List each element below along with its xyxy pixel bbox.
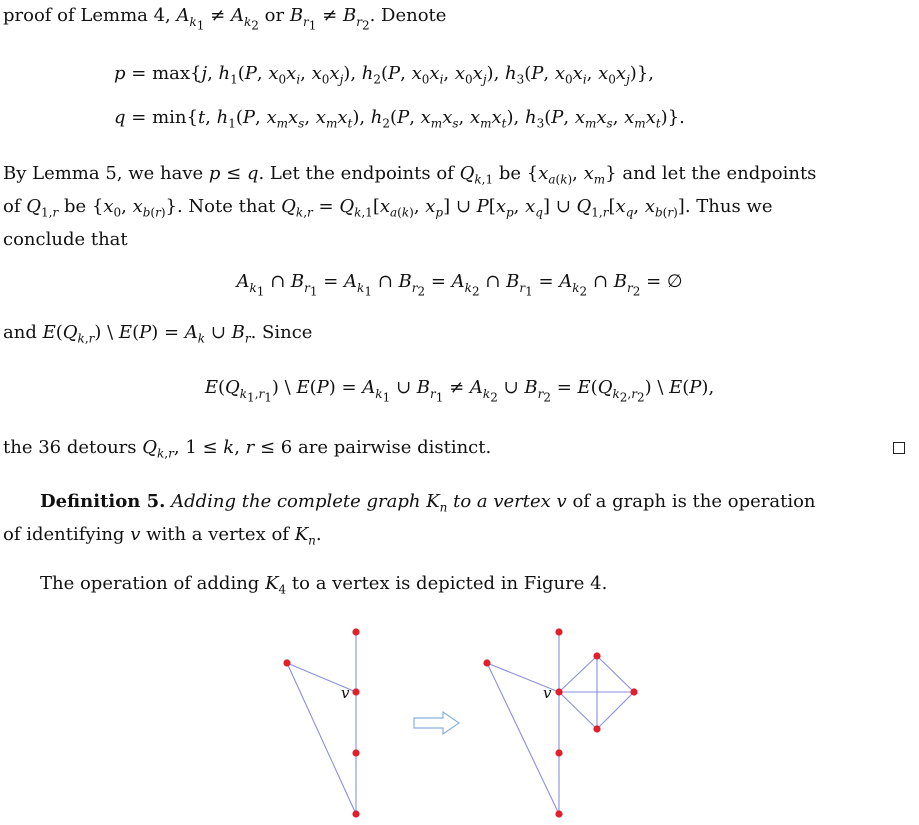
right-graph-edges: [487, 632, 634, 814]
vertex-v: [555, 688, 562, 695]
definition-5-line-1: Definition 5. Adding the complete graph $K_n$ to a vertex v of a graph is the operation: [40, 491, 816, 515]
vertex: [555, 810, 562, 817]
k4-edge: [597, 692, 634, 729]
graph-vertices: [283, 628, 637, 817]
text-line-endpoints: of $Q_{1,r}$ be {$x_0$, $x_{b(r)}$}. Note that $Q_{k,r} = Q_{k,1}[x_{a(k)}$, $x_p$] ∪ $P[x_p$, $x_q$] ∪ $Q_{1,r}[x_q$, $x_{b(r)}$]. Thus we: [3, 196, 773, 220]
definition-5-line-2: of identifying v with a vertex of $K_n$.: [3, 524, 322, 548]
k4-vertex: [630, 688, 637, 695]
text-line-top: proof of Lemma 4, $A_{k_1} \ne A_{k_2}$ or $B_{r_1} \ne B_{r_2}$. Denote: [3, 5, 447, 32]
text-line-conclude: conclude that: [3, 229, 128, 250]
vertex-label-v-left: v: [341, 684, 350, 702]
transform-arrow: [414, 712, 459, 734]
vertex: [555, 628, 562, 635]
left-graph-edges: [287, 632, 356, 814]
text-line-final: the 36 detours $Q_{k,r}$, 1 ≤ k, r ≤ 6 are pairwise distinct.: [3, 437, 492, 461]
equation-edges: $E(Q_{k_1,r_1})$ \ $E(P) = A_{k_1}$ ∪ $B_{r_1} \ne A_{k_2}$ ∪ $B_{r_2} = E(Q_{k_2,r_2})$ \ E(P),: [204, 377, 715, 404]
vertex: [352, 628, 359, 635]
vertex: [555, 749, 562, 756]
equation-q: q = min{t, $h_1(P$, $x_mx_s$, $x_mx_t$), $h_2(P$, $x_mx_s$, $x_mx_t$), $h_3(P$, $x_mx_s$, $x_mx_t$)}.: [114, 107, 685, 131]
k4-vertex: [593, 652, 600, 659]
equation-p: p = max{j, $h_1(P$, $x_0x_i$, $x_0x_j$), $h_2(P$, $x_0x_i$, $x_0x_j$), $h_3(P$, $x_0x_i$, $x_0x_j$)},: [114, 63, 654, 87]
text-line-lemma5: By Lemma 5, we have p ≤ q. Let the endpoints of $Q_{k,1}$ be {$x_{a(k)}$, $x_m$} and let the endpoints: [3, 163, 817, 187]
figure-caption-sentence: The operation of adding $K_4$ to a vertex is depicted in Figure 4.: [40, 573, 608, 597]
vertex: [483, 659, 490, 666]
k4-edge: [559, 656, 597, 692]
equation-intersections: $A_{k_1}$ ∩ $B_{r_1} = A_{k_1}$ ∩ $B_{r_2} = A_{k_2}$ ∩ $B_{r_1} = A_{k_2}$ ∩ $B_{r_2}$ = ∅: [236, 271, 683, 298]
vertex: [352, 810, 359, 817]
k4-vertex: [593, 725, 600, 732]
vertex: [283, 659, 290, 666]
definition-label: Definition 5.: [40, 491, 166, 512]
vertex-v: [352, 688, 359, 695]
k4-edge: [597, 656, 634, 692]
vertex: [352, 749, 359, 756]
text-line-and: and $E(Q_{k,r})$ \ $E(P) = A_k$ ∪ $B_r$. Since: [3, 322, 313, 346]
vertex-label-v-right: v: [543, 684, 552, 702]
k4-edge: [559, 692, 597, 729]
